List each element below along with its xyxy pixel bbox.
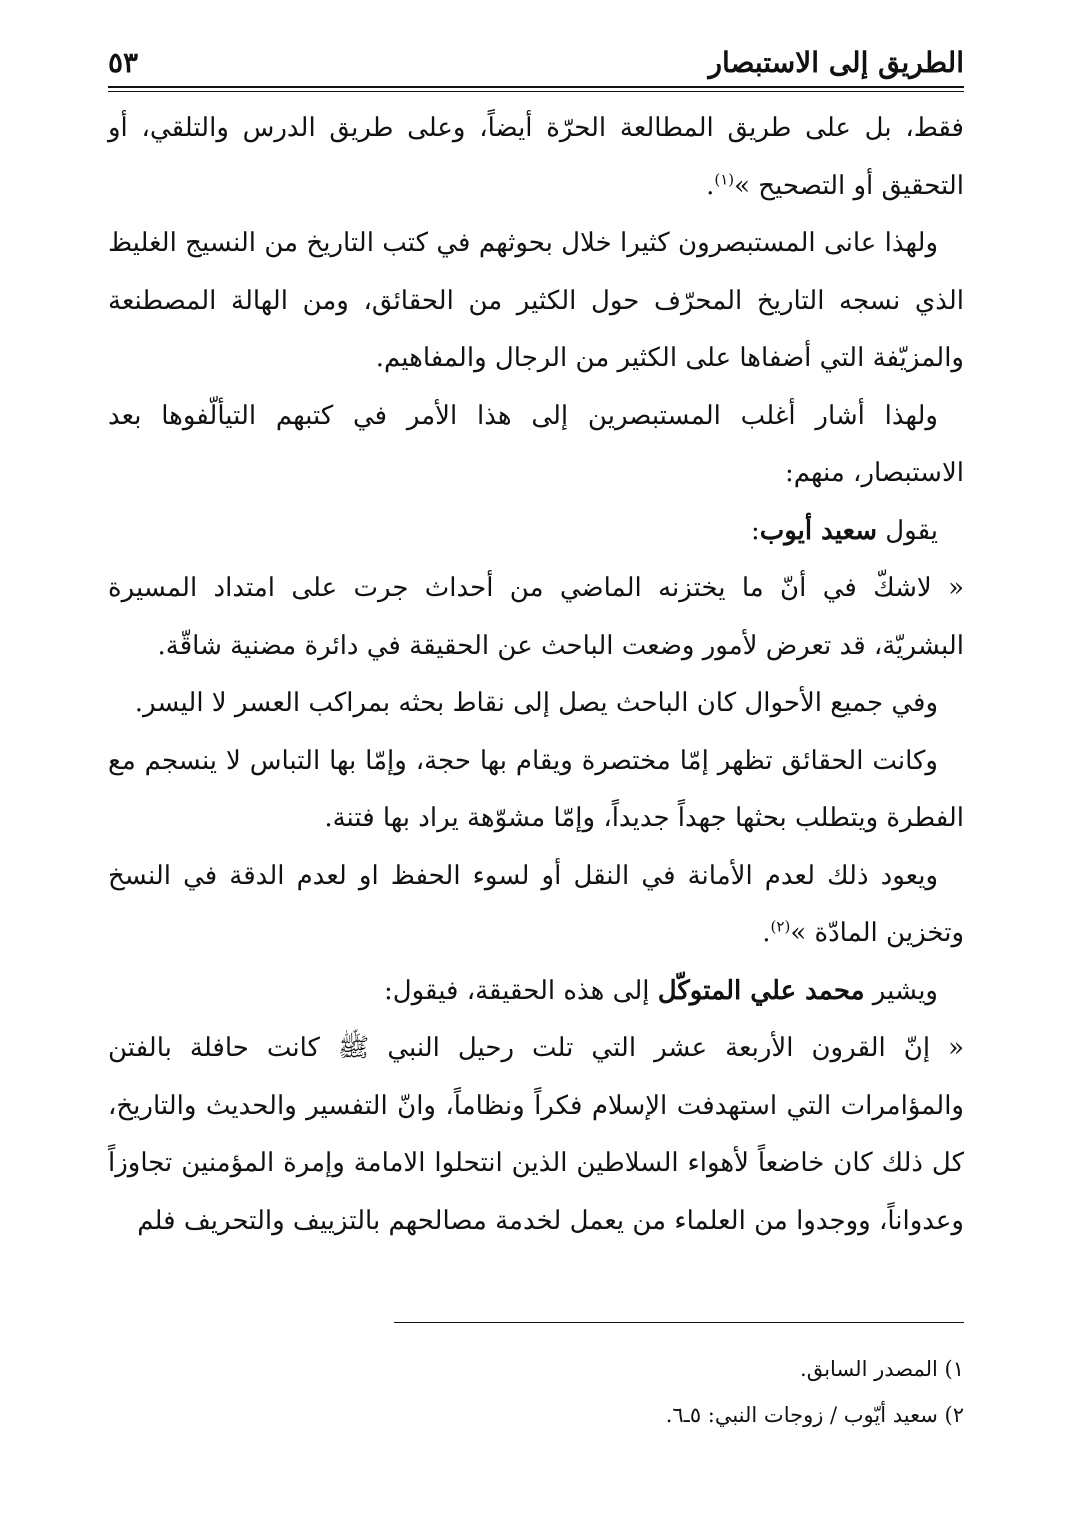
- paragraph-10: « إنّ القرون الأربعة عشر التي تلت رحيل النبي ﷺ كانت حافلة بالفتن والمؤامرات التي استهدفت الإسلام فكراً ونظاماً، وانّ التفسير والحديث والتاريخ، كل ذلك كان خاضعاً لأهواء السلاطين الذين انتحلوا الامامة وإمرة المؤمنين تجاوزاً وعدواناً، ووجدوا من العلماء من يعمل لخدمة مصالحهم بالتزييف والتحريف فلم: [108, 1033, 964, 1236]
- page-number: ٥٣: [108, 45, 139, 79]
- footnote-ref-1: (١): [714, 169, 735, 188]
- footnote-1: ١) المصدر السابق.: [800, 1357, 964, 1381]
- paragraph-2: ولهذا عانى المستبصرون كثيرا خلال بحوثهم في كتب التاريخ من النسيج الغليظ الذي نسجه التاريخ المحرّف حول الكثير من الحقائق، ومن الهالة المصطنعة والمزيّفة التي أضفاها على الكثير من الرجال والمفاهيم.: [108, 228, 964, 373]
- running-header: [108, 38, 964, 88]
- paragraph-8-end: .: [762, 918, 771, 948]
- paragraph-5: « لاشكّ في أنّ ما يختزنه الماضي من أحداث جرت على امتداد المسيرة البشريّة، قد تعرض لأمور وضعت الباحث عن الحقيقة في دائرة مضنية شاقّة.: [108, 573, 964, 661]
- header-title: الطريق إلى الاستبصار: [708, 45, 964, 79]
- paragraph-4-post: :: [751, 515, 760, 546]
- footnote-ref-2: (٢): [770, 917, 791, 936]
- paragraph-3: ولهذا أشار أغلب المستبصرين إلى هذا الأمر في كتبهم التيألّفوها بعد الاستبصار، منهم:: [108, 400, 964, 488]
- paragraph-7: وكانت الحقائق تظهر إمّا مختصرة ويقام بها حجة، وإمّا بها التباس لا ينسجم مع الفطرة ويتطلب بحثها جهداً جديداً، وإمّا مشوّهة يراد بها فتنة.: [108, 745, 964, 833]
- paragraph-6: وفي جميع الأحوال كان الباحث يصل إلى نقاط بحثه بمراكب العسر لا اليسر.: [134, 688, 938, 718]
- body-text: [108, 100, 964, 1250]
- paragraph-8: [108, 848, 964, 963]
- paragraph-9-pre: ويشير: [864, 975, 938, 1006]
- paragraph-1-end: .: [706, 170, 715, 201]
- footnote-separator: [394, 1322, 964, 1323]
- paragraph-9-post: إلى هذه الحقيقة، فيقول:: [383, 975, 658, 1006]
- paragraph-8-text: ويعود ذلك لعدم الأمانة في النقل أو لسوء الحفظ او لعدم الدقة في النسخ وتخزين المادّة »: [108, 860, 964, 948]
- paragraph-1: [108, 100, 964, 215]
- header-rule: [108, 91, 964, 92]
- paragraph-4-pre: يقول: [877, 515, 938, 546]
- footnote-2: ٢) سعيد أيّوب / زوجات النبي: ٥ـ٦.: [665, 1403, 964, 1427]
- author-name-mutawakkil: محمد علي المتوكّل: [657, 975, 865, 1006]
- author-name-saeed-ayyub: سعيد أيوب: [759, 515, 878, 546]
- footnotes: [108, 1346, 964, 1438]
- paragraph-4: [108, 503, 964, 561]
- paragraph-9: [108, 963, 964, 1021]
- paragraph-1-text: فقط، بل على طريق المطالعة الحرّة أيضاً، وعلى طريق الدرس والتلقي، أو التحقيق أو التصحيح »: [108, 113, 964, 201]
